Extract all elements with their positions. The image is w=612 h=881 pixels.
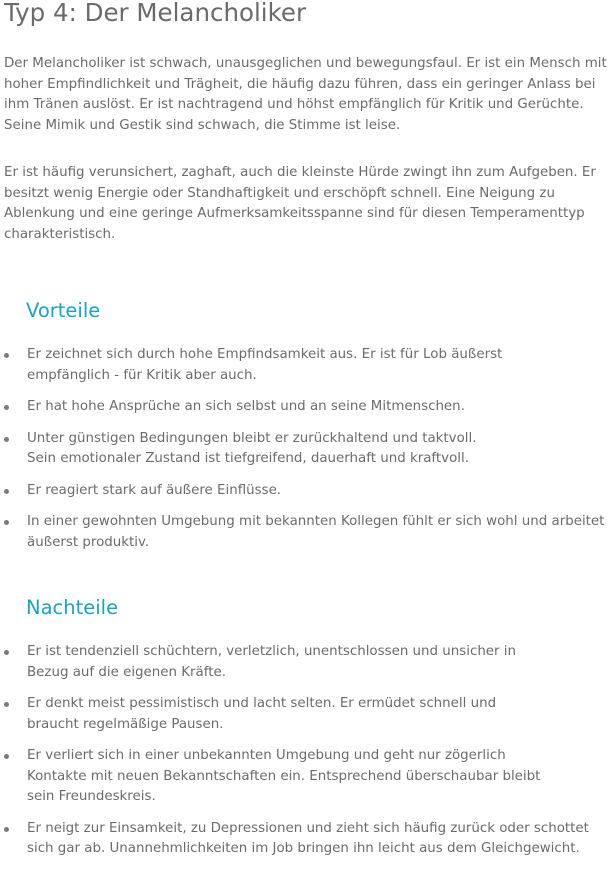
nachteile-list-item: [0, 642, 612, 683]
list-item-text: Er ist tendenziell schüchtern, verletzlich, unentschlossen und unsicher in Bezug auf die eigenen Kräfte.: [27, 644, 517, 680]
list-item-text: Unter günstigen Bedingungen bleibt er zurückhaltend und taktvoll. Sein emotionaler Zustand ist tiefgreifend, dauerhaft und kraftvoll.: [27, 430, 477, 466]
vorteile-heading: Vorteile: [26, 299, 101, 322]
nachteile-list-item: [0, 819, 612, 860]
list-item-text: Er denkt meist pessimistisch und lacht selten. Er ermüdet schnell und braucht regelmäßige Pausen.: [27, 696, 497, 732]
bullet-icon: [4, 353, 9, 358]
vorteile-list-item: [0, 345, 612, 386]
bullet-icon: [4, 754, 9, 759]
list-item-text: Er zeichnet sich durch hohe Empfindsamkeit aus. Er ist für Lob äußerst empfänglich - für Kritik aber auch.: [27, 347, 503, 383]
list-item-text: In einer gewohnten Umgebung mit bekannten Kollegen fühlt er sich wohl und arbeitet äußerst produktiv.: [27, 514, 605, 550]
bullet-icon: [4, 650, 9, 655]
bullet-icon: [4, 437, 9, 442]
intro-paragraph-1: Der Melancholiker ist schwach, unausgeglichen und bewegungsfaul. Er ist ein Mensch mit hoher Empfindlichkeit und Trägheit, die häufig dazu führen, dass ein geringer Anlass bei ihm Tränen auslöst. Er ist nachtragend und höhst empfänglich für Kritik und Gerüchte. Seine Mimik und Gestik sind schwach, die Stimme ist leise.: [4, 56, 607, 133]
bullet-icon: [4, 520, 9, 525]
bullet-icon: [4, 702, 9, 707]
vorteile-list-item: [0, 481, 612, 502]
page-title: Typ 4: Der Melancholiker: [4, 0, 307, 27]
nachteile-list-item: [0, 746, 612, 808]
bullet-icon: [4, 827, 9, 832]
list-item-text: Er verliert sich in einer unbekannten Umgebung und geht nur zögerlich Kontakte mit neuen Bekanntschaften ein. Entsprechend überschaubar bleibt sein Freundeskreis.: [27, 748, 541, 804]
vorteile-list-item: [0, 429, 612, 470]
vorteile-list-item: [0, 512, 612, 553]
bullet-icon: [4, 489, 9, 494]
nachteile-heading: Nachteile: [26, 596, 119, 619]
list-item-text: Er reagiert stark auf äußere Einflüsse.: [27, 482, 282, 498]
vorteile-list-item: [0, 397, 612, 418]
vorteile-list: [0, 345, 612, 564]
nachteile-list-item: [0, 694, 612, 735]
nachteile-list: [0, 642, 612, 871]
bullet-icon: [4, 405, 9, 410]
list-item-text: Er neigt zur Einsamkeit, zu Depressionen und zieht sich häufig zurück oder schottet sich gar ab. Unannehmlichkeiten im Job bringen ihn leicht aus dem Gleichgewicht.: [27, 820, 589, 856]
intro-paragraph-2: Er ist häufig verunsichert, zaghaft, auch die kleinste Hürde zwingt ihn zum Aufgeben. Er besitzt wenig Energie oder Standhaftigkeit und erschöpft schnell. Eine Neigung zu Ablenkung und eine geringe Aufmerksamkeitsspanne sind für diesen Temperamenttyp charakteristisch.: [4, 165, 596, 242]
list-item-text: Er hat hohe Ansprüche an sich selbst und an seine Mitmenschen.: [27, 399, 465, 414]
